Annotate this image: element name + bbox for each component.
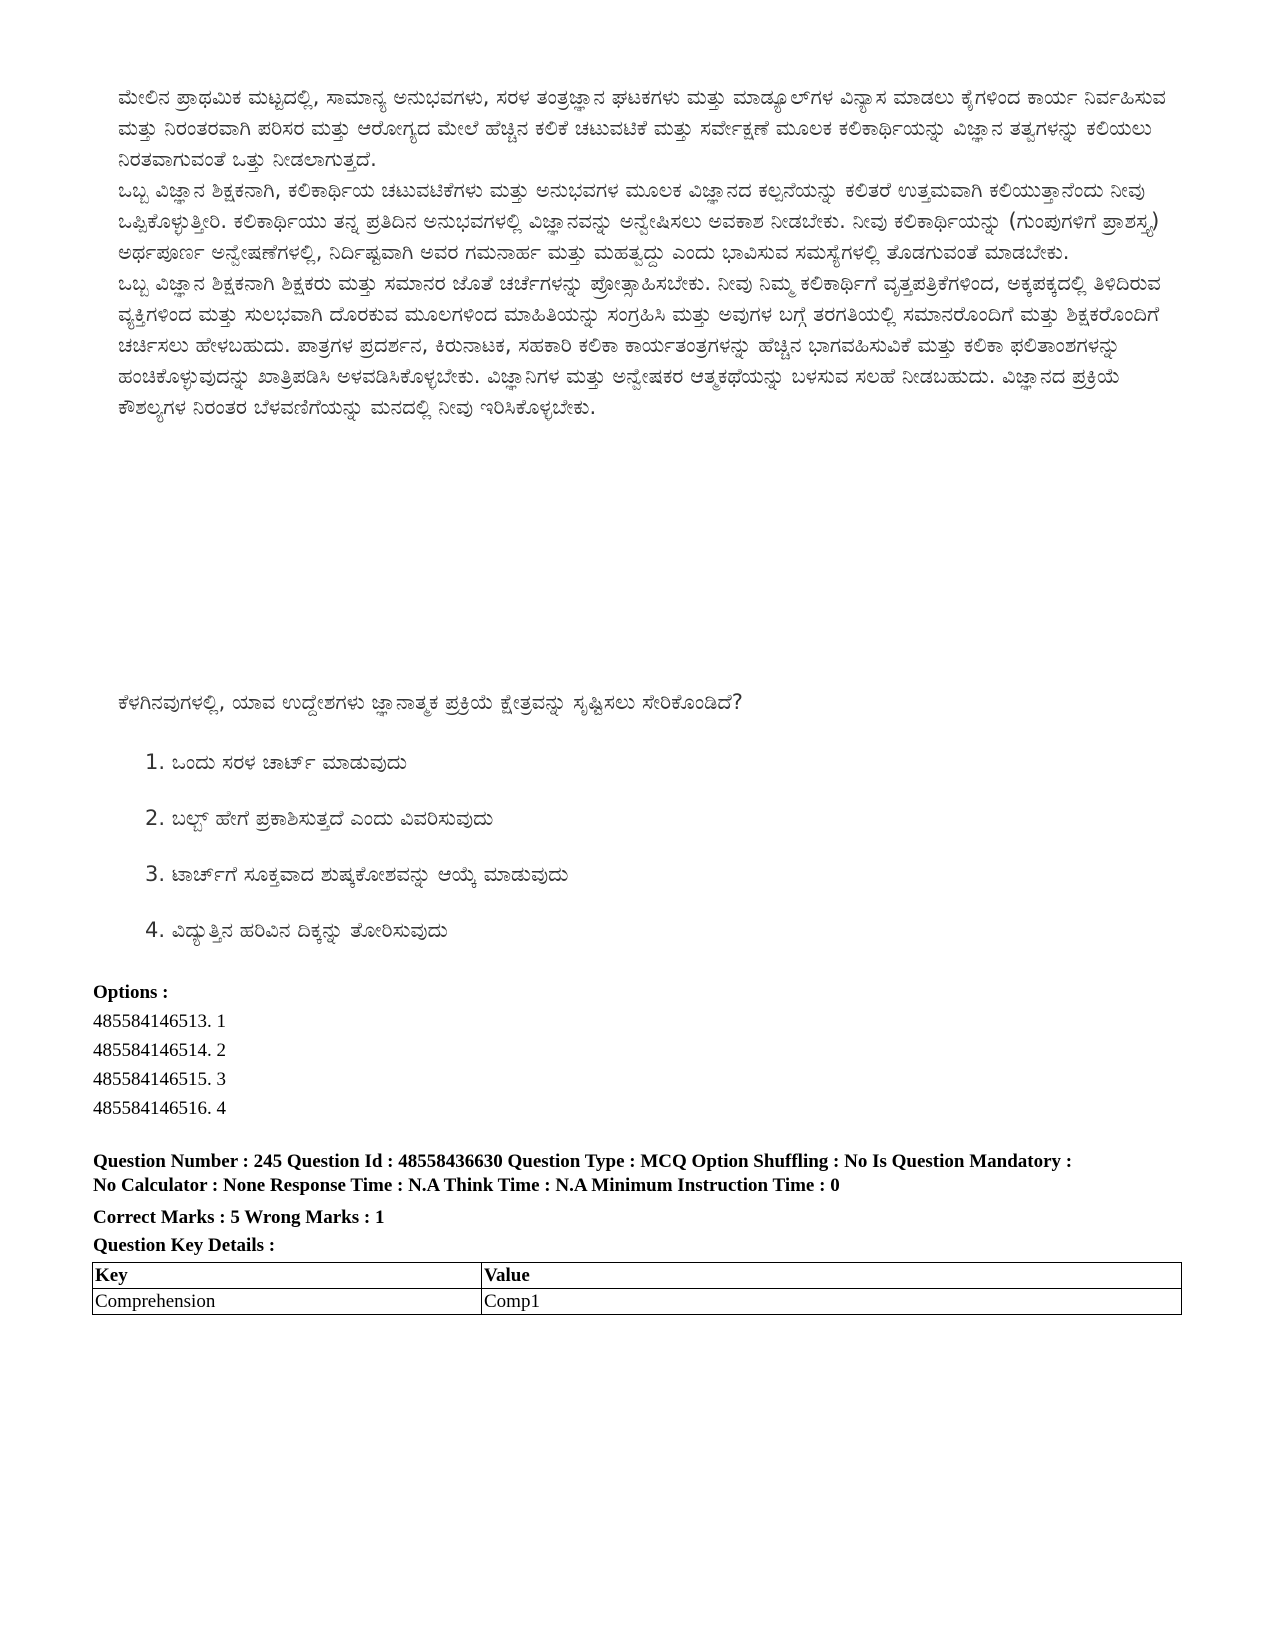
options-block (93, 978, 226, 1123)
passage-paragraph-1: ಮೇಲಿನ ಪ್ರಾಥಮಿಕ ಮಟ್ಟದಲ್ಲಿ, ಸಾಮಾನ್ಯ ಅನುಭವಗಳು, ಸರಳ ತಂತ್ರಜ್ಞಾನ ಘಟಕಗಳು ಮತ್ತು ಮಾಡ್ಯೂಲ್‌ಗಳ ವಿನ್ಯಾಸ ಮಾಡಲು ಕೈಗಳಿಂದ ಕಾರ್ಯ ನಿರ್ವಹಿಸುವ ಮತ್ತು ನಿರಂತರವಾಗಿ ಪರಿಸರ ಮತ್ತು ಆರೋಗ್ಯದ ಮೇಲೆ ಹೆಚ್ಚಿನ ಕಲಿಕೆ ಚಟುವಟಿಕೆ ಮತ್ತು ಸರ್ವೇಕ್ಷಣೆ ಮೂಲಕ ಕಲಿಕಾರ್ಥಿಯನ್ನು ವಿಜ್ಞಾನ ತತ್ವಗಳನ್ನು ಕಲಿಯಲು ನಿರತವಾಗುವಂತೆ ಒತ್ತು ನೀಡಲಾಗುತ್ತದೆ. (118, 85, 1166, 171)
option-item: 485584146513. 1 (93, 1011, 226, 1032)
question-stem: ಕೆಳಗಿನವುಗಳಲ್ಲಿ, ಯಾವ ಉದ್ದೇಶಗಳು ಜ್ಞಾನಾತ್ಮಕ ಪ್ರಕ್ರಿಯೆ ಕ್ಷೇತ್ರವನ್ನು ಸೃಷ್ಟಿಸಲು ಸೇರಿಕೊಂಡಿದೆ? (118, 690, 743, 714)
table-header-key: Key (93, 1263, 482, 1289)
question-item: 2. ಬಲ್ಬ್ ಹೇಗೆ ಪ್ರಕಾಶಿಸುತ್ತದೆ ಎಂದು ವಿವರಿಸುವುದು (145, 806, 494, 830)
table-row (93, 1289, 1182, 1315)
table-header-row (93, 1263, 1182, 1289)
options-label: Options : (93, 982, 169, 1003)
option-item: 485584146514. 2 (93, 1040, 226, 1061)
question-metadata (93, 1150, 1193, 1260)
table-header-value: Value (482, 1263, 1182, 1289)
question-item: 1. ಒಂದು ಸರಳ ಚಾರ್ಟ್ ಮಾಡುವುದು (145, 750, 408, 774)
key-details-label: Question Key Details : (93, 1235, 276, 1256)
option-item: 485584146516. 4 (93, 1098, 226, 1119)
key-details-table (92, 1262, 1182, 1315)
marks-line: Correct Marks : 5 Wrong Marks : 1 (93, 1207, 385, 1228)
passage-paragraph-2: ಒಬ್ಬ ವಿಜ್ಞಾನ ಶಿಕ್ಷಕನಾಗಿ, ಕಲಿಕಾರ್ಥಿಯ ಚಟುವಟಿಕೆಗಳು ಮತ್ತು ಅನುಭವಗಳ ಮೂಲಕ ವಿಜ್ಞಾನದ ಕಲ್ಪನೆಯನ್ನು ಕಲಿತರೆ ಉತ್ತಮವಾಗಿ ಕಲಿಯುತ್ತಾನೆಂದು ನೀವು ಒಪ್ಪಿಕೊಳ್ಳುತ್ತೀರಿ. ಕಲಿಕಾರ್ಥಿಯು ತನ್ನ ಪ್ರತಿದಿನ ಅನುಭವಗಳಲ್ಲಿ ವಿಜ್ಞಾನವನ್ನು ಅನ್ವೇಷಿಸಲು ಅವಕಾಶ ನೀಡಬೇಕು. ನೀವು ಕಲಿಕಾರ್ಥಿಯನ್ನು (ಗುಂಪುಗಳಿಗೆ ಪ್ರಾಶಸ್ತ್ಯ) ಅರ್ಥಪೂರ್ಣ ಅನ್ವೇಷಣೆಗಳಲ್ಲಿ, ನಿರ್ದಿಷ್ಟವಾಗಿ ಅವರ ಗಮನಾರ್ಹ ಮತ್ತು ಮಹತ್ವದ್ದು ಎಂದು ಭಾವಿಸುವ ಸಮಸ್ಯೆಗಳಲ್ಲಿ ತೊಡಗುವಂತೆ ಮಾಡಬೇಕು. (118, 178, 1160, 264)
question-items (145, 748, 568, 972)
metadata-line-2: No Calculator : None Response Time : N.A Think Time : N.A Minimum Instruction Time : 0 (93, 1175, 840, 1196)
question-item: 4. ವಿದ್ಯುತ್ತಿನ ಹರಿವಿನ ದಿಕ್ಕನ್ನು ತೋರಿಸುವುದು (145, 918, 448, 942)
passage-paragraph-3: ಒಬ್ಬ ವಿಜ್ಞಾನ ಶಿಕ್ಷಕನಾಗಿ ಶಿಕ್ಷಕರು ಮತ್ತು ಸಮಾನರ ಜೊತೆ ಚರ್ಚೆಗಳನ್ನು ಪ್ರೋತ್ಸಾಹಿಸಬೇಕು. ನೀವು ನಿಮ್ಮ ಕಲಿಕಾರ್ಥಿಗೆ ವೃತ್ತಪತ್ರಿಕೆಗಳಿಂದ, ಅಕ್ಕಪಕ್ಕದಲ್ಲಿ ತಿಳಿದಿರುವ ವ್ಯಕ್ತಿಗಳಿಂದ ಮತ್ತು ಸುಲಭವಾಗಿ ದೊರಕುವ ಮೂಲಗಳಿಂದ ಮಾಹಿತಿಯನ್ನು ಸಂಗ್ರಹಿಸಿ ಮತ್ತು ಅವುಗಳ ಬಗ್ಗೆ ತರಗತಿಯಲ್ಲಿ ಸಮಾನರೊಂದಿಗೆ ಮತ್ತು ಶಿಕ್ಷಕರೊಂದಿಗೆ ಚರ್ಚಿಸಲು ಹೇಳಬಹುದು. ಪಾತ್ರಗಳ ಪ್ರದರ್ಶನ, ಕಿರುನಾಟಕ, ಸಹಕಾರಿ ಕಲಿಕಾ ಕಾರ್ಯತಂತ್ರಗಳನ್ನು ಹೆಚ್ಚಿನ ಭಾಗವಹಿಸುವಿಕೆ ಮತ್ತು ಕಲಿಕಾ ಫಲಿತಾಂಶಗಳನ್ನು ಹಂಚಿಕೊಳ್ಳುವುದನ್ನು ಖಾತ್ರಿಪಡಿಸಿ ಅಳವಡಿಸಿಕೊಳ್ಳಬೇಕು. ವಿಜ್ಞಾನಿಗಳ ಮತ್ತು ಅನ್ವೇಷಕರ ಆತ್ಮಕಥೆಯನ್ನು ಬಳಸುವ ಸಲಹೆ ನೀಡಬಹುದು. ವಿಜ್ಞಾನದ ಪ್ರಕ್ರಿಯೆ ಕೌಶಲ್ಯಗಳ ನಿರಂತರ ಬೆಳವಣಿಗೆಯನ್ನು ಮನದಲ್ಲಿ ನೀವು ಇರಿಸಿಕೊಳ್ಳಬೇಕು. (118, 271, 1161, 419)
table-cell-value: Comp1 (482, 1289, 1182, 1315)
question-item: 3. ಟಾರ್ಚ್‌ಗೆ ಸೂಕ್ತವಾದ ಶುಷ್ಕಕೋಶವನ್ನು ಆಯ್ಕೆ ಮಾಡುವುದು (145, 862, 569, 886)
metadata-line-1: Question Number : 245 Question Id : 48558436630 Question Type : MCQ Option Shuffling : No Is Question Mandatory : (93, 1151, 1073, 1172)
option-item: 485584146515. 3 (93, 1069, 226, 1090)
passage (118, 82, 1178, 423)
table-cell-key: Comprehension (93, 1289, 482, 1315)
